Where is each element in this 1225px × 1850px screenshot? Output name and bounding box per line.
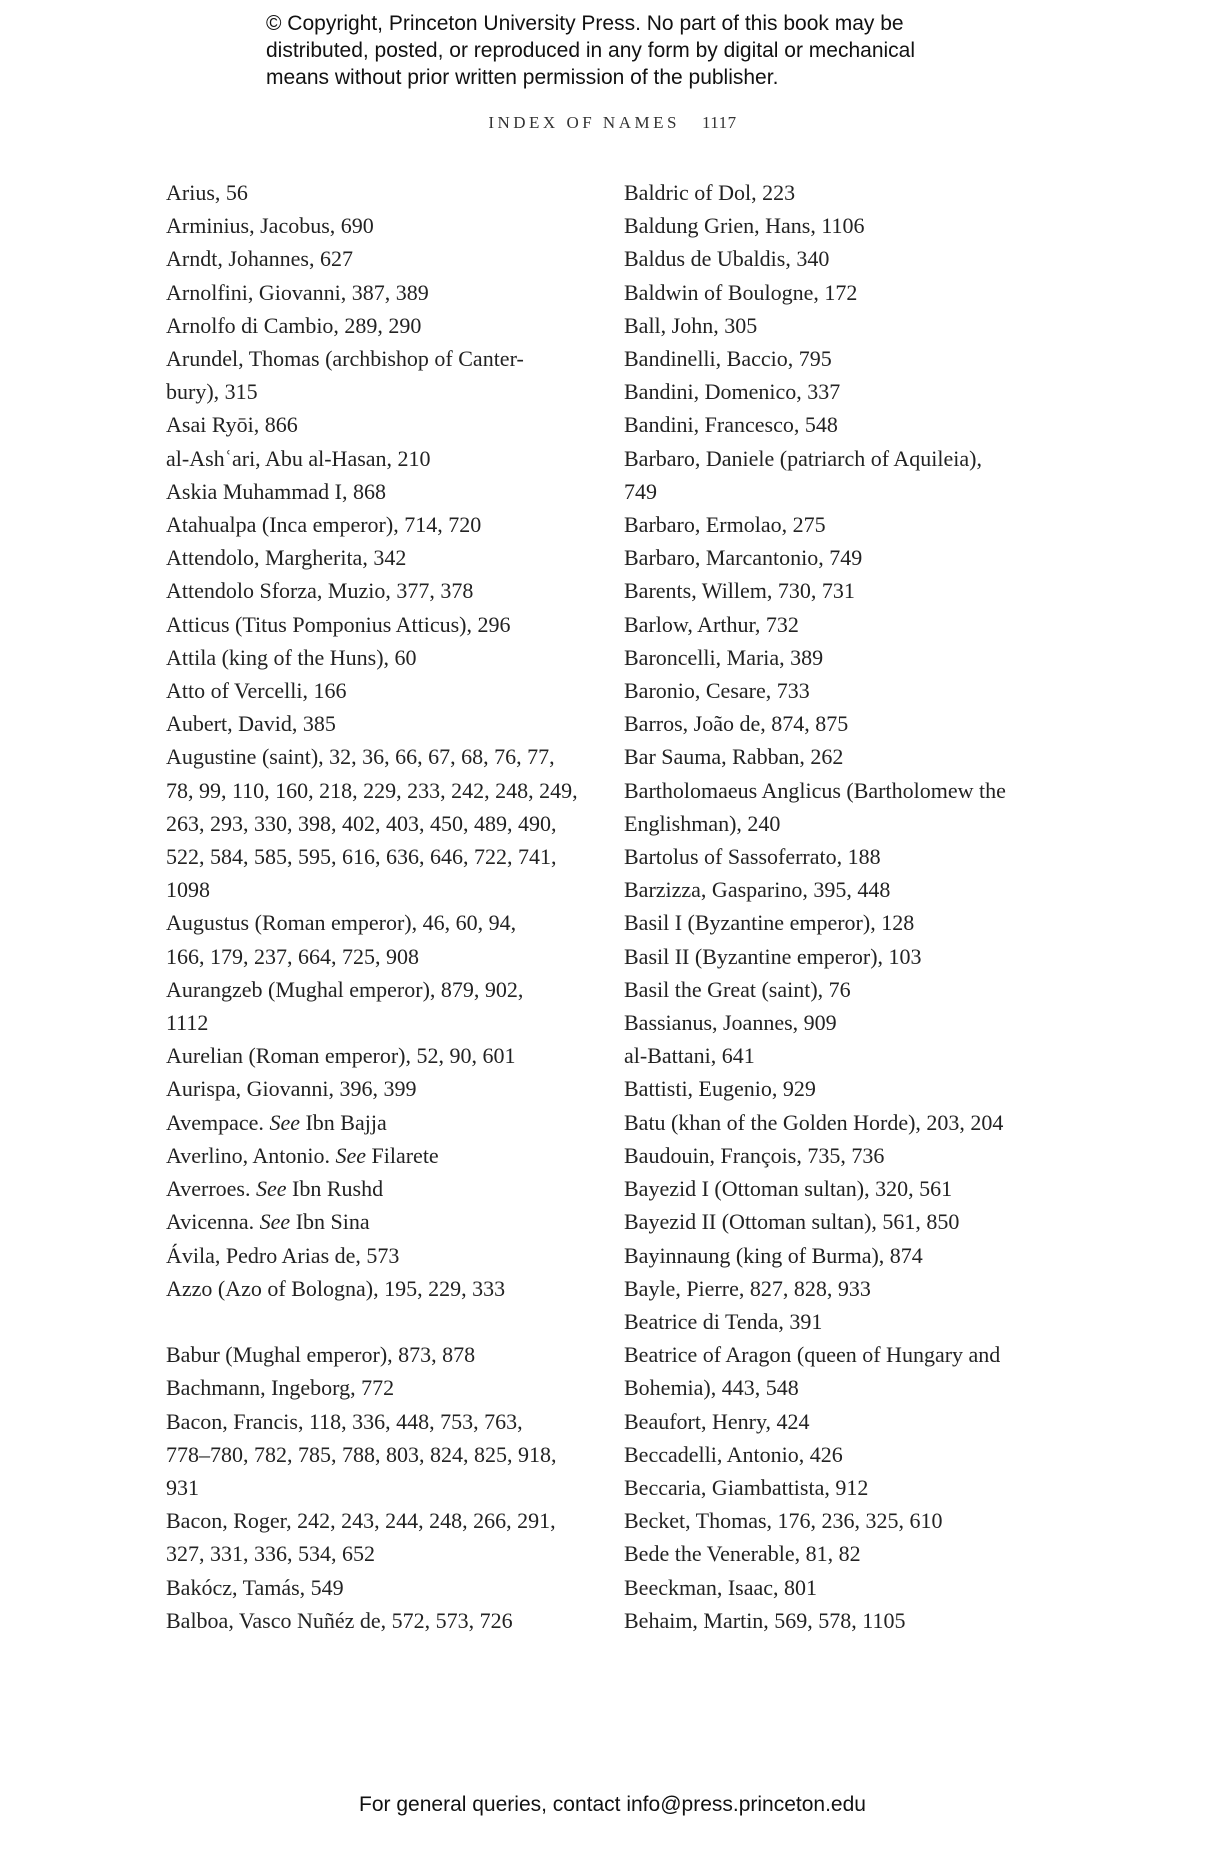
- index-entry-text: Atahualpa (Inca emperor), 714, 720: [166, 512, 482, 538]
- index-entry-text: al-Ashʿari, Abu al-Hasan, 210: [166, 445, 431, 471]
- index-entry-text: Basil the Great (saint), 76: [624, 976, 851, 1002]
- index-entry-text: Basil II (Byzantine emperor), 103: [624, 943, 922, 969]
- index-entry-text: Baronio, Cesare, 733: [624, 678, 810, 704]
- index-entry-continuation: 78, 99, 110, 160, 218, 229, 233, 242, 248, 249,: [166, 777, 578, 803]
- index-entry: [624, 1272, 1044, 1305]
- index-entry: [166, 1205, 586, 1238]
- index-entry-text: Attendolo, Margherita, 342: [166, 545, 407, 571]
- index-entry-text: Beccaria, Giambattista, 912: [624, 1474, 869, 1500]
- index-entry: [166, 973, 586, 1039]
- index-entry-text: Attila (king of the Huns), 60: [166, 644, 417, 670]
- index-entry-text: Bayezid II (Ottoman sultan), 561, 850: [624, 1209, 960, 1235]
- index-entry-text: Bartolus of Sassoferrato, 188: [624, 844, 881, 870]
- index-entry: [624, 242, 1044, 275]
- index-entry-text: Baldric of Dol, 223: [624, 180, 796, 205]
- index-entry: [624, 1338, 1044, 1404]
- index-entry-text: Baroncelli, Maria, 389: [624, 644, 824, 670]
- index-entry-text: Battisti, Eugenio, 929: [624, 1076, 816, 1102]
- index-entry: [624, 1438, 1044, 1471]
- index-entry: [624, 1405, 1044, 1438]
- index-entry-continuation: 166, 179, 237, 664, 725, 908: [166, 943, 419, 969]
- index-entry: [166, 508, 586, 541]
- index-entry-text: Baldus de Ubaldis, 340: [624, 246, 830, 272]
- index-entry-text: Aurelian (Roman emperor), 52, 90, 601: [166, 1043, 516, 1069]
- index-entry: [166, 1072, 586, 1105]
- index-entry-continuation: 522, 584, 585, 595, 616, 636, 646, 722, 741,: [166, 844, 557, 870]
- index-entry-text: Barzizza, Gasparino, 395, 448: [624, 877, 891, 903]
- index-entry: [624, 1172, 1044, 1205]
- index-entry-text: Asai Ryōi, 866: [166, 412, 298, 438]
- index-entry-text: Ávila, Pedro Arias de, 573: [166, 1242, 400, 1268]
- index-entry-text: Aurangzeb (Mughal emperor), 879, 902,: [166, 976, 524, 1002]
- index-entry-text: Balboa, Vasco Nuñéz de, 572, 573, 726: [166, 1607, 513, 1633]
- index-entry: [624, 342, 1044, 375]
- index-entry-text: Beatrice of Aragon (queen of Hungary and: [624, 1342, 1001, 1368]
- index-entry: [624, 1139, 1044, 1172]
- index-entry-text: Batu (khan of the Golden Horde), 203, 204: [624, 1109, 1004, 1135]
- index-entry-text: Becket, Thomas, 176, 236, 325, 610: [624, 1508, 943, 1534]
- see-reference-target: Ibn Sina: [290, 1209, 370, 1235]
- index-entry-continuation: 327, 331, 336, 534, 652: [166, 1541, 375, 1567]
- index-entry-text: Bacon, Roger, 242, 243, 244, 248, 266, 291,: [166, 1508, 556, 1534]
- index-entry-text: Beaufort, Henry, 424: [624, 1408, 810, 1434]
- index-entry: [166, 408, 586, 441]
- index-entry: [166, 209, 586, 242]
- index-entry: [624, 1305, 1044, 1338]
- index-entry: [166, 541, 586, 574]
- see-reference-target: Ibn Bajja: [299, 1109, 387, 1135]
- index-entry: [624, 442, 1044, 508]
- index-entry-continuation: 1098: [166, 877, 210, 903]
- index-entry-continuation: Bohemia), 443, 548: [624, 1375, 799, 1401]
- index-entry: [624, 276, 1044, 309]
- index-entry-text: Aurispa, Giovanni, 396, 399: [166, 1076, 417, 1102]
- index-entry-text: Augustus (Roman emperor), 46, 60, 94,: [166, 910, 517, 936]
- index-entry: [166, 641, 586, 674]
- index-entry-text: Beeckman, Isaac, 801: [624, 1574, 818, 1600]
- index-entry-text: Baudouin, François, 735, 736: [624, 1142, 885, 1168]
- index-entry: [166, 1239, 586, 1272]
- index-entry: [166, 1504, 586, 1570]
- index-entry-text: Bar Sauma, Rabban, 262: [624, 744, 844, 770]
- index-entry-text: Arnolfini, Giovanni, 387, 389: [166, 279, 429, 305]
- index-entry-text: Barbaro, Ermolao, 275: [624, 512, 826, 538]
- index-entry: [624, 906, 1044, 939]
- index-entry-text: Bacon, Francis, 118, 336, 448, 753, 763,: [166, 1408, 523, 1434]
- index-entry: [624, 1072, 1044, 1105]
- index-entry-text: Bayinnaung (king of Burma), 874: [624, 1242, 923, 1268]
- index-entry: [624, 1604, 1044, 1637]
- index-entry: [624, 508, 1044, 541]
- index-entry: [624, 740, 1044, 773]
- index-entry: [166, 1371, 586, 1404]
- index-entry-text: Aubert, David, 385: [166, 711, 336, 737]
- index-entry: [166, 342, 586, 408]
- index-entry: [166, 475, 586, 508]
- index-entry-continuation: 263, 293, 330, 398, 402, 403, 450, 489, 490,: [166, 810, 557, 836]
- index-entry: [166, 1106, 586, 1139]
- index-entry-name: Averlino, Antonio.: [166, 1142, 336, 1168]
- index-entry: [166, 574, 586, 607]
- index-entry: [166, 740, 586, 906]
- index-entry-text: Bayle, Pierre, 827, 828, 933: [624, 1275, 871, 1301]
- index-entry: [624, 1571, 1044, 1604]
- index-entry: [624, 1537, 1044, 1570]
- letter-section-gap: [166, 1305, 586, 1338]
- index-entry: [624, 1471, 1044, 1504]
- index-entry-text: Behaim, Martin, 569, 578, 1105: [624, 1607, 906, 1633]
- index-entry: [166, 1139, 586, 1172]
- index-entry-text: Arius, 56: [166, 180, 248, 205]
- index-entry: [166, 1272, 586, 1305]
- index-entry-continuation: bury), 315: [166, 379, 258, 405]
- index-entry-text: Baldwin of Boulogne, 172: [624, 279, 858, 305]
- index-entry-text: Arnolfo di Cambio, 289, 290: [166, 312, 422, 338]
- index-entry-name: Avempace.: [166, 1109, 270, 1135]
- index-entry-text: Barros, João de, 874, 875: [624, 711, 849, 737]
- see-reference-label: See: [269, 1109, 300, 1135]
- index-entry: [624, 375, 1044, 408]
- index-entry: [166, 906, 586, 972]
- index-entry-name: Avicenna.: [166, 1209, 260, 1235]
- index-entry-continuation: 931: [166, 1474, 199, 1500]
- index-entry: [624, 1504, 1044, 1537]
- copyright-line: © Copyright, Princeton University Press. No part of this book may be: [266, 12, 904, 35]
- index-entry-continuation: 749: [624, 478, 657, 504]
- index-entry: [166, 442, 586, 475]
- index-entry-text: Bassianus, Joannes, 909: [624, 1010, 837, 1036]
- index-entry: [166, 176, 586, 209]
- index-entry-continuation: 778–780, 782, 785, 788, 803, 824, 825, 918,: [166, 1441, 557, 1467]
- index-entry-text: Barlow, Arthur, 732: [624, 611, 799, 637]
- index-column-right: [624, 176, 1044, 1637]
- index-entry-text: Bede the Venerable, 81, 82: [624, 1541, 861, 1567]
- index-entry: [166, 1338, 586, 1371]
- index-entry: [624, 608, 1044, 641]
- index-entry: [624, 973, 1044, 1006]
- index-entry-text: Askia Muhammad I, 868: [166, 478, 386, 504]
- see-reference-target: Ibn Rushd: [286, 1176, 384, 1202]
- index-entry: [624, 1106, 1044, 1139]
- index-entry: [624, 1205, 1044, 1238]
- index-entry: [624, 309, 1044, 342]
- index-entry: [166, 674, 586, 707]
- index-entry: [166, 309, 586, 342]
- index-entry: [624, 209, 1044, 242]
- index-entry-text: Bandinelli, Baccio, 795: [624, 346, 832, 372]
- running-head: [0, 113, 1225, 133]
- index-entry-text: Barbaro, Marcantonio, 749: [624, 545, 863, 571]
- index-entry: [624, 674, 1044, 707]
- see-reference-label: See: [256, 1176, 287, 1202]
- index-entry-text: Barbaro, Daniele (patriarch of Aquileia),: [624, 445, 982, 471]
- index-entry: [624, 873, 1044, 906]
- see-reference-label: See: [259, 1209, 291, 1235]
- copyright-line: distributed, posted, or reproduced in any form by digital or mechanical: [266, 39, 916, 62]
- running-head-title: INDEX OF NAMES: [488, 113, 680, 132]
- index-entry-text: al-Battani, 641: [624, 1043, 755, 1069]
- index-entry-name: Averroes.: [166, 1176, 256, 1202]
- index-entry-text: Babur (Mughal emperor), 873, 878: [166, 1342, 476, 1368]
- index-entry: [166, 242, 586, 275]
- index-entry-continuation: 1112: [166, 1010, 209, 1036]
- index-entry: [624, 1239, 1044, 1272]
- index-entry: [166, 608, 586, 641]
- index-entry: [624, 774, 1044, 840]
- index-entry-text: Azzo (Azo of Bologna), 195, 229, 333: [166, 1275, 506, 1301]
- index-entry: [166, 276, 586, 309]
- index-entry-text: Arndt, Johannes, 627: [166, 246, 353, 272]
- index-entry: [166, 1172, 586, 1205]
- index-entry-text: Atto of Vercelli, 166: [166, 678, 347, 704]
- index-entry: [624, 408, 1044, 441]
- index-entry-continuation: Englishman), 240: [624, 810, 781, 836]
- index-entry-text: Bandini, Francesco, 548: [624, 412, 838, 438]
- page-number: 1117: [701, 113, 737, 132]
- index-entry-text: Bartholomaeus Anglicus (Bartholomew the: [624, 777, 1006, 803]
- index-entry: [166, 1571, 586, 1604]
- copyright-line: means without prior written permission of the publisher.: [266, 66, 779, 89]
- copyright-notice: [266, 10, 1026, 91]
- index-entry: [624, 541, 1044, 574]
- index-entry-text: Augustine (saint), 32, 36, 66, 67, 68, 76, 77,: [166, 744, 555, 770]
- see-reference-label: See: [335, 1142, 366, 1168]
- index-entry: [624, 1039, 1044, 1072]
- index-entry: [624, 176, 1044, 209]
- index-entry-text: Ball, John, 305: [624, 312, 758, 338]
- index-entry-text: Baldung Grien, Hans, 1106: [624, 213, 865, 239]
- index-column-left: [166, 176, 586, 1637]
- index-entry-text: Basil I (Byzantine emperor), 128: [624, 910, 915, 936]
- index-entry: [624, 940, 1044, 973]
- index-entry: [624, 1006, 1044, 1039]
- index-entry-text: Atticus (Titus Pomponius Atticus), 296: [166, 611, 511, 637]
- index-entry-text: Bayezid I (Ottoman sultan), 320, 561: [624, 1176, 953, 1202]
- index-entry-text: Bakócz, Tamás, 549: [166, 1574, 344, 1600]
- footer-contact: For general queries, contact info@press.princeton.edu: [359, 1793, 866, 1816]
- index-entry: [166, 1604, 586, 1637]
- index-entry-text: Arminius, Jacobus, 690: [166, 213, 374, 239]
- index-entry-text: Bachmann, Ingeborg, 772: [166, 1375, 395, 1401]
- index-entry: [166, 1039, 586, 1072]
- index-entry: [166, 1405, 586, 1505]
- index-entry: [166, 707, 586, 740]
- index-entry-text: Beatrice di Tenda, 391: [624, 1308, 823, 1334]
- index-entry: [624, 574, 1044, 607]
- index-entry: [624, 707, 1044, 740]
- index-entry-text: Bandini, Domenico, 337: [624, 379, 841, 405]
- index-entry: [624, 641, 1044, 674]
- index-entry-text: Beccadelli, Antonio, 426: [624, 1441, 843, 1467]
- index-entry-text: Barents, Willem, 730, 731: [624, 578, 855, 604]
- see-reference-target: Filarete: [366, 1142, 439, 1168]
- index-entry: [624, 840, 1044, 873]
- index-entry-text: Attendolo Sforza, Muzio, 377, 378: [166, 578, 474, 604]
- index-entry-text: Arundel, Thomas (archbishop of Canter-: [166, 346, 524, 372]
